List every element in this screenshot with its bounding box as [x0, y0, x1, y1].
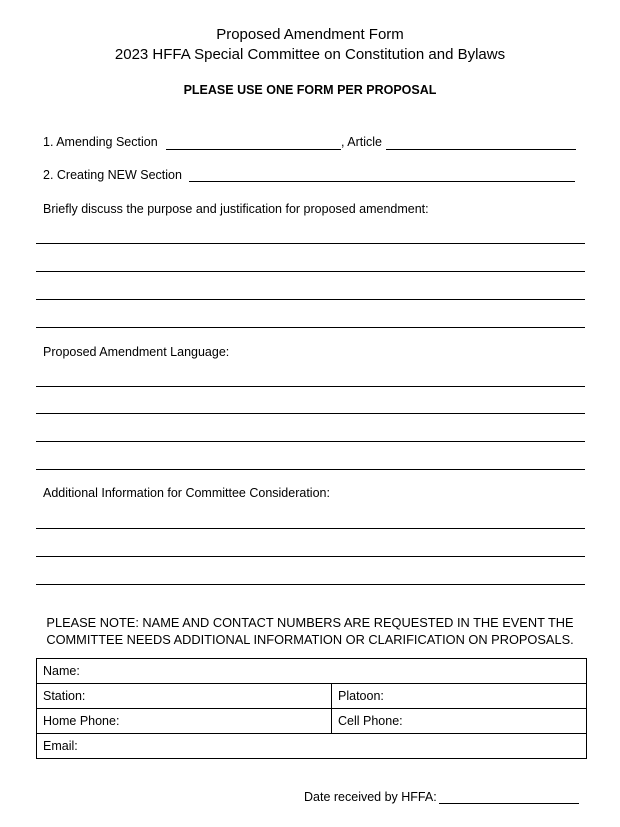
- language-line[interactable]: [36, 469, 585, 470]
- additional-info-label: Additional Information for Committee Consideration:: [43, 486, 330, 500]
- cell-phone-field[interactable]: [332, 709, 587, 734]
- language-label: Proposed Amendment Language:: [43, 345, 230, 359]
- date-received-field[interactable]: [439, 802, 579, 804]
- amending-section-field[interactable]: [166, 148, 341, 150]
- creating-section-label: 2. Creating NEW Section: [43, 168, 182, 182]
- station-label: Station:: [43, 689, 86, 703]
- purpose-line[interactable]: [36, 243, 585, 244]
- form-title: Proposed Amendment Form: [216, 26, 404, 43]
- purpose-label: Briefly discuss the purpose and justification for proposed amendment:: [43, 202, 429, 216]
- home-phone-label: Home Phone:: [43, 714, 120, 728]
- cell-phone-label: Cell Phone:: [338, 714, 403, 728]
- language-line[interactable]: [36, 413, 585, 414]
- email-label: Email:: [43, 739, 78, 753]
- additional-info-line[interactable]: [36, 556, 585, 557]
- date-received-label: Date received by HFFA:: [304, 790, 437, 804]
- station-field[interactable]: [37, 684, 332, 709]
- note-line-2: COMMITTEE NEEDS ADDITIONAL INFORMATION OR CLARIFICATION ON PROPOSALS.: [46, 632, 574, 647]
- platoon-label: Platoon:: [338, 689, 384, 703]
- language-line[interactable]: [36, 386, 585, 387]
- contact-table: [36, 658, 587, 759]
- home-phone-field[interactable]: [37, 709, 332, 734]
- article-field[interactable]: [386, 148, 576, 150]
- additional-info-line[interactable]: [36, 528, 585, 529]
- name-label: Name:: [43, 664, 80, 678]
- email-field[interactable]: [37, 734, 587, 759]
- note-line-1: PLEASE NOTE: NAME AND CONTACT NUMBERS ARE REQUESTED IN THE EVENT THE: [46, 615, 574, 630]
- creating-section-field[interactable]: [189, 180, 575, 182]
- amending-section-label: 1. Amending Section: [43, 135, 158, 149]
- name-field[interactable]: [37, 659, 587, 684]
- language-line[interactable]: [36, 441, 585, 442]
- purpose-line[interactable]: [36, 327, 585, 328]
- additional-info-line[interactable]: [36, 584, 585, 585]
- purpose-line[interactable]: [36, 299, 585, 300]
- form-subtitle: 2023 HFFA Special Committee on Constitution and Bylaws: [114, 46, 506, 63]
- form-instruction: PLEASE USE ONE FORM PER PROPOSAL: [183, 83, 437, 97]
- platoon-field[interactable]: [332, 684, 587, 709]
- article-label: , Article: [341, 135, 382, 149]
- purpose-line[interactable]: [36, 271, 585, 272]
